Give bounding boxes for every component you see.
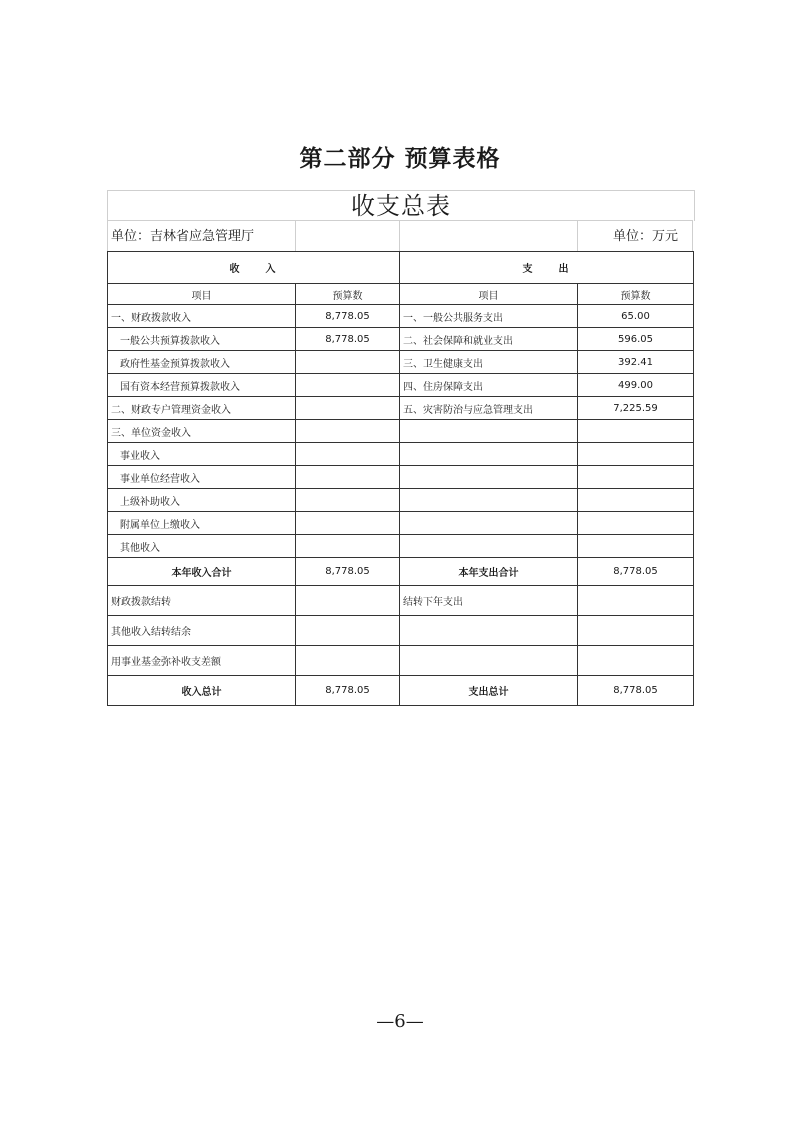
table-row [108,535,694,558]
income-value [296,489,400,512]
expense-value: 65.00 [578,305,694,328]
table-row [108,351,694,374]
income-value: 8,778.05 [296,328,400,351]
expense-header: 支 出 [400,252,694,284]
expense-value [578,489,694,512]
income-item: 用事业基金弥补收支差额 [108,646,296,676]
expense-item [400,646,578,676]
income-value [296,535,400,558]
table-row [108,616,694,646]
expense-value [578,443,694,466]
expense-item [400,616,578,646]
income-budget-header: 预算数 [296,284,400,305]
income-value [296,586,400,616]
income-header: 收 入 [108,252,400,284]
table-row [108,420,694,443]
income-item: 其他收入结转结余 [108,616,296,646]
table-row [108,305,694,328]
expense-value [578,616,694,646]
year-income-total-label: 本年收入合计 [108,558,296,586]
income-value [296,616,400,646]
income-item: 一般公共预算拨款收入 [108,328,296,351]
expense-grand-total-value: 8,778.05 [578,676,694,706]
income-grand-total-label: 收入总计 [108,676,296,706]
income-item: 其他收入 [108,535,296,558]
page-title: 第二部分 预算表格 [299,145,501,172]
expense-value [578,466,694,489]
income-value [296,397,400,420]
income-item: 事业单位经营收入 [108,466,296,489]
expense-item: 一、一般公共服务支出 [400,305,578,328]
table-title: 收支总表 [107,190,695,221]
income-value: 8,778.05 [296,305,400,328]
expense-value [578,586,694,616]
income-item: 上级补助收入 [108,489,296,512]
budget-table [107,251,694,706]
income-item: 事业收入 [108,443,296,466]
expense-value: 499.00 [578,374,694,397]
income-item: 财政拨款结转 [108,586,296,616]
table-row [108,646,694,676]
expense-item: 结转下年支出 [400,586,578,616]
table-row [108,328,694,351]
expense-value [578,512,694,535]
expense-value: 392.41 [578,351,694,374]
income-item: 三、单位资金收入 [108,420,296,443]
year-total-row [108,558,694,586]
unit-currency: 单位：万元 [577,220,693,251]
expense-item [400,420,578,443]
expense-value [578,646,694,676]
income-value [296,374,400,397]
expense-value [578,535,694,558]
table-row [108,489,694,512]
expense-item: 二、社会保障和就业支出 [400,328,578,351]
income-value [296,512,400,535]
expense-value: 7,225.59 [578,397,694,420]
table-header-columns [108,284,694,305]
page-number: —6— [376,1011,424,1032]
grand-total-row [108,676,694,706]
table-row [108,586,694,616]
expense-item [400,443,578,466]
unit-organization: 单位：吉林省应急管理厅 [107,220,295,251]
expense-value: 596.05 [578,328,694,351]
table-header-main [108,252,694,284]
expense-item: 四、住房保障支出 [400,374,578,397]
table-row [108,443,694,466]
expense-item [400,466,578,489]
expense-value [578,420,694,443]
expense-item [400,489,578,512]
income-item: 二、财政专户管理资金收入 [108,397,296,420]
table-row [108,374,694,397]
income-value [296,646,400,676]
expense-item [400,512,578,535]
table-row [108,466,694,489]
income-value [296,466,400,489]
income-item-header: 项目 [108,284,296,305]
budget-sheet [107,190,693,700]
income-item: 政府性基金预算拨款收入 [108,351,296,374]
year-income-total-value: 8,778.05 [296,558,400,586]
year-expense-total-value: 8,778.05 [578,558,694,586]
unit-blank-cell [295,220,399,251]
income-value [296,443,400,466]
expense-item [400,535,578,558]
expense-budget-header: 预算数 [578,284,694,305]
income-item: 一、财政拨款收入 [108,305,296,328]
year-expense-total-label: 本年支出合计 [400,558,578,586]
income-value [296,351,400,374]
table-row [108,512,694,535]
unit-row [107,220,693,251]
income-item: 国有资本经营预算拨款收入 [108,374,296,397]
income-grand-total-value: 8,778.05 [296,676,400,706]
expense-item: 五、灾害防治与应急管理支出 [400,397,578,420]
income-item: 附属单位上缴收入 [108,512,296,535]
expense-item: 三、卫生健康支出 [400,351,578,374]
income-value [296,420,400,443]
expense-item-header: 项目 [400,284,578,305]
table-row [108,397,694,420]
unit-blank-cell [399,220,577,251]
expense-grand-total-label: 支出总计 [400,676,578,706]
